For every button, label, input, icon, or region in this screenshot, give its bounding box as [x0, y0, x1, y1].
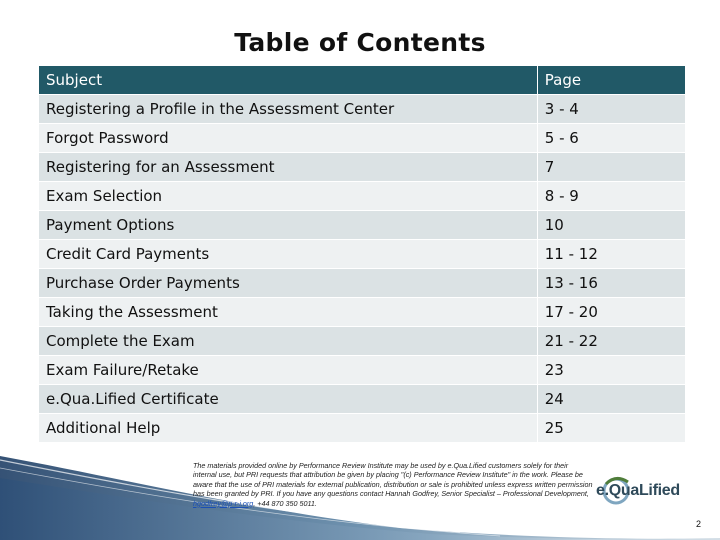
- column-header-subject: Subject: [39, 66, 538, 95]
- table-row: [39, 240, 685, 269]
- logo-wordmark: e.QuaLified: [596, 482, 680, 499]
- page-cell: 11 - 12: [538, 240, 685, 269]
- page-cell: 5 - 6: [538, 124, 685, 153]
- table-header-row: [39, 66, 685, 95]
- contact-email-link[interactable]: hgodfrey@p-r-i.org: [193, 498, 254, 508]
- table-row: [39, 356, 685, 385]
- table-row: [39, 153, 685, 182]
- page-cell: 17 - 20: [538, 298, 685, 327]
- disclaimer-tail: , +44 870 350 5011.: [253, 498, 317, 508]
- disclaimer-text: The materials provided online by Performance Review Institute may be used by e.Qua.Lified customers solely for their internal use, but PRI requests that attribution be given by placing "(c) Performance Review Institute" in the work. Please be aware that the use of PRI materials for external publication, distribution or sale is prohibited unless express written permission has been granted by PRI. If you have any questions contact Hannah Godfrey, Senior Specialist – Professional Development,: [193, 461, 593, 499]
- table-row: [39, 182, 685, 211]
- table-row: [39, 269, 685, 298]
- page-cell: 7: [538, 153, 685, 182]
- page-number: 2: [696, 519, 702, 529]
- page-cell: 8 - 9: [538, 182, 685, 211]
- table-row: [39, 385, 685, 414]
- table-row: [39, 95, 685, 124]
- subject-cell: Forgot Password: [39, 124, 538, 153]
- page-title: Table of Contents: [234, 28, 486, 57]
- subject-cell: Taking the Assessment: [39, 298, 538, 327]
- page-cell: 23: [538, 356, 685, 385]
- page-cell: 21 - 22: [538, 327, 685, 356]
- table-row: [39, 327, 685, 356]
- subject-cell: e.Qua.Lified Certificate: [39, 385, 538, 414]
- table-row: [39, 124, 685, 153]
- subject-cell: Exam Selection: [39, 182, 538, 211]
- page-cell: 25: [538, 414, 685, 443]
- column-header-page: Page: [538, 66, 685, 95]
- subject-cell: Additional Help: [39, 414, 538, 443]
- toc-table: [39, 66, 685, 443]
- page-cell: 13 - 16: [538, 269, 685, 298]
- subject-cell: Exam Failure/Retake: [39, 356, 538, 385]
- table-row: [39, 211, 685, 240]
- page-cell: 24: [538, 385, 685, 414]
- table-row: [39, 298, 685, 327]
- subject-cell: Payment Options: [39, 211, 538, 240]
- equalified-logo: [596, 474, 714, 514]
- subject-cell: Complete the Exam: [39, 327, 538, 356]
- subject-cell: Credit Card Payments: [39, 240, 538, 269]
- subject-cell: Purchase Order Payments: [39, 269, 538, 298]
- subject-cell: Registering a Profile in the Assessment Center: [39, 95, 538, 124]
- page-cell: 10: [538, 211, 685, 240]
- page-cell: 3 - 4: [538, 95, 685, 124]
- footer-disclaimer: [193, 461, 593, 508]
- subject-cell: Registering for an Assessment: [39, 153, 538, 182]
